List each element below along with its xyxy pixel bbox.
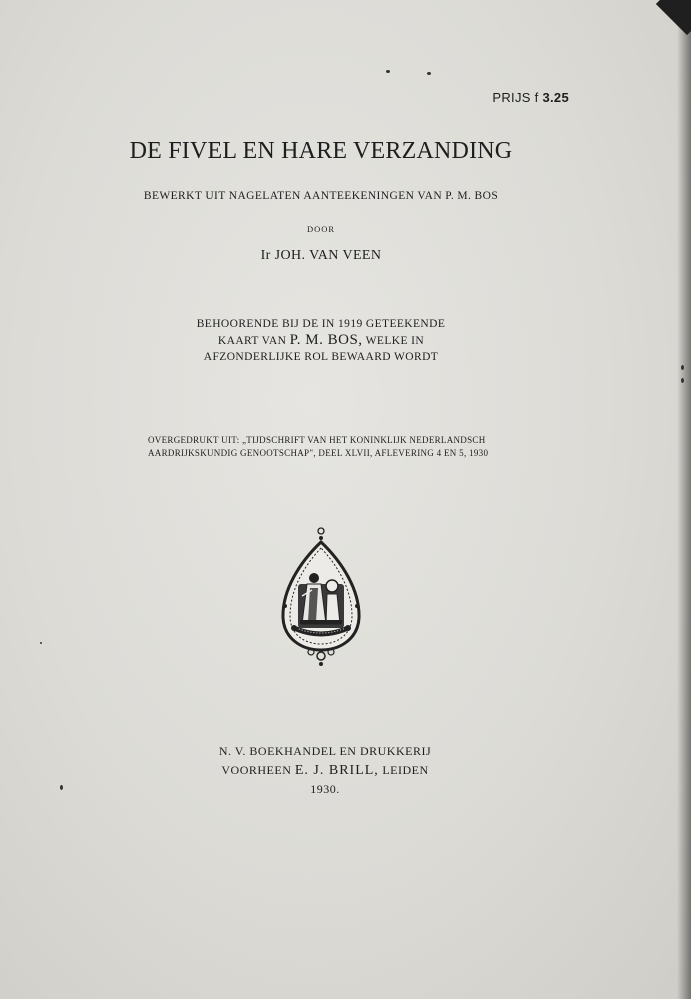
ink-speck — [386, 70, 390, 73]
map-note-line-2 — [0, 332, 642, 349]
page-edge-shadow — [677, 0, 691, 999]
publisher-imprint — [0, 742, 650, 799]
reprint-notice — [148, 434, 508, 460]
map-note-name: P. M. BOS, — [289, 332, 363, 348]
document-title: DE FIVEL EN HARE VERZANDING — [129, 138, 513, 164]
ink-speck — [427, 72, 431, 75]
ink-speck — [681, 378, 684, 383]
reprint-line-1: OVERGEDRUKT UIT: „TIJDSCHRIFT VAN HET KONINKLIJK NEDERLANDSCH — [148, 435, 486, 445]
publisher-emblem-icon — [274, 524, 368, 668]
price-label — [492, 90, 569, 105]
publisher-line-1: N. V. BOEKHANDEL EN DRUKKERIJ — [218, 744, 432, 758]
publisher-prefix: VOORHEEN — [221, 763, 292, 777]
publication-year: 1930. — [310, 782, 340, 796]
map-note-suffix: WELKE IN — [365, 335, 425, 347]
publisher-name: E. J. BRILL, — [294, 763, 379, 778]
map-note — [0, 316, 642, 365]
map-note-line-3: AFZONDERLIJKE ROL BEWAARD WORDT — [203, 351, 439, 363]
torn-corner — [656, 0, 691, 35]
author-name: Ir JOH. VAN VEEN — [260, 248, 382, 263]
publisher-city: LEIDEN — [382, 763, 429, 777]
map-note-line-1: BEHOORENDE BIJ DE IN 1919 GETEEKENDE — [196, 318, 446, 330]
map-note-prefix: KAART VAN — [217, 335, 287, 347]
ink-speck — [40, 642, 42, 644]
price-amount: 3.25 — [542, 90, 569, 105]
publisher-line-2 — [0, 761, 650, 780]
price-prefix: PRIJS f — [492, 90, 539, 105]
by-label: DOOR — [306, 224, 336, 234]
reprint-line-2: AARDRIJKSKUNDIG GENOOTSCHAP", DEEL XLVII, AFLEVERING 4 EN 5, 1930 — [148, 448, 489, 458]
ink-speck — [681, 365, 684, 370]
document-subtitle: BEWERKT UIT NAGELATEN AANTEEKENINGEN VAN P. M. BOS — [143, 190, 499, 202]
